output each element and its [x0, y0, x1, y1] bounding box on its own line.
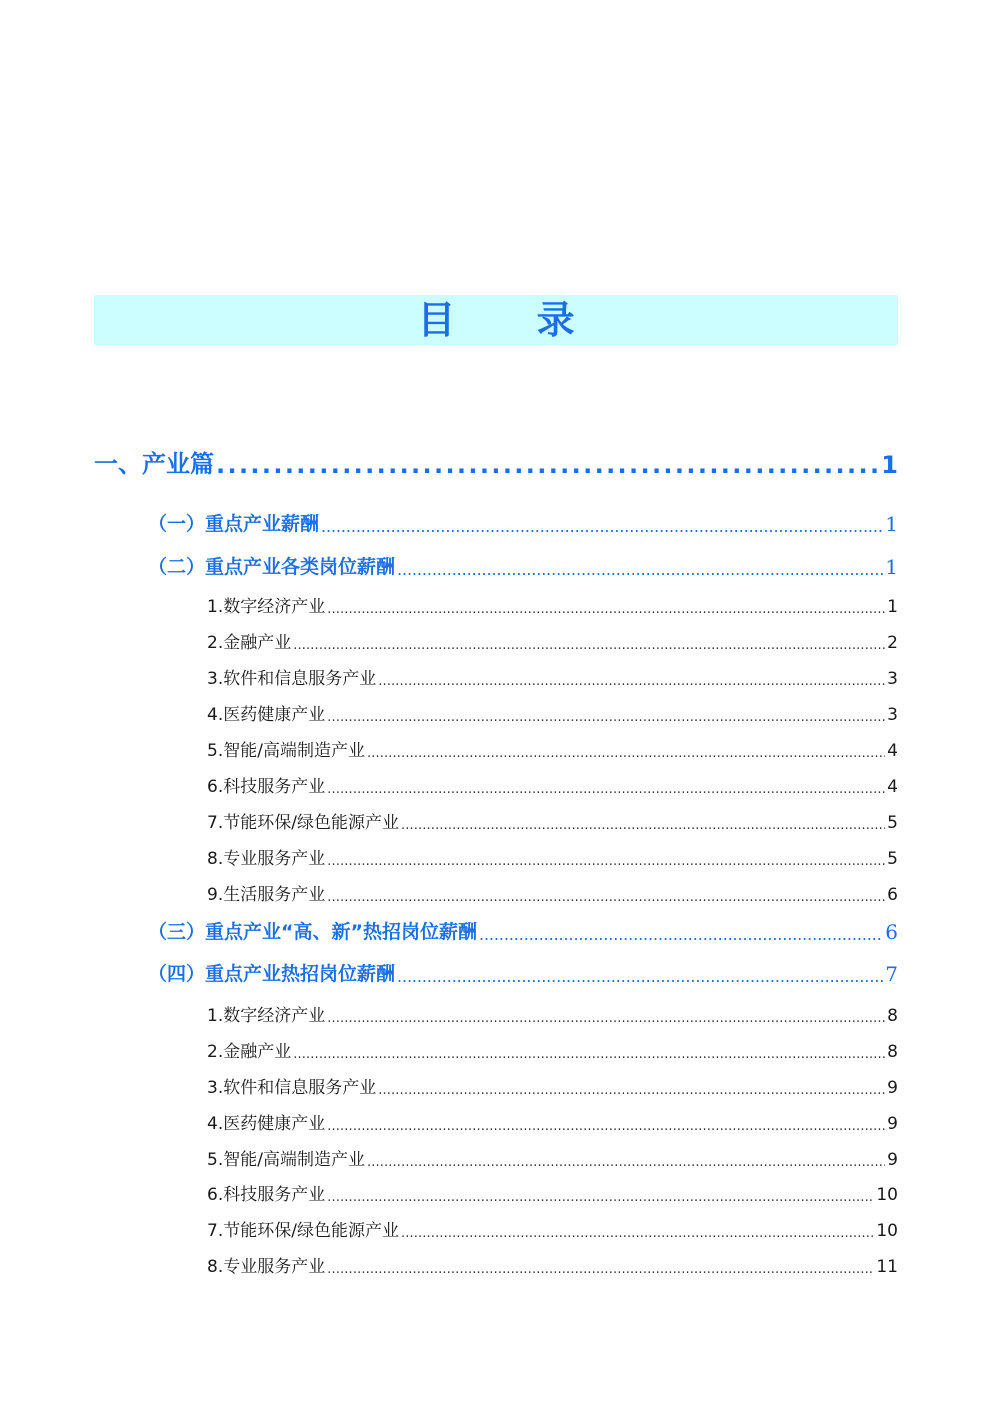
toc-leader-dots — [367, 746, 885, 761]
toc-entry-label: 2.金融产业 — [207, 633, 292, 653]
toc-entry[interactable] — [207, 629, 898, 653]
toc-entry-page-number: 1 — [887, 597, 898, 617]
toc-entry-page-number: 6 — [885, 920, 898, 944]
toc-entry-label: 1.数字经济产业 — [207, 1006, 326, 1026]
toc-entry-page-number: 9 — [887, 1078, 898, 1098]
toc-leader-dots — [327, 602, 885, 617]
toc-entry[interactable] — [207, 665, 898, 689]
toc-entry[interactable] — [148, 958, 898, 986]
toc-entry-page-number: 9 — [887, 1114, 898, 1134]
toc-entry[interactable] — [207, 1253, 898, 1277]
toc-entry-page-number: 4 — [887, 741, 898, 761]
toc-entry-page-number: 1 — [881, 451, 898, 479]
toc-entry[interactable] — [207, 773, 898, 797]
toc-entry[interactable] — [207, 1074, 898, 1098]
toc-leader-dots — [327, 1011, 885, 1026]
toc-entry-label: 一、产业篇 — [94, 450, 214, 478]
toc-entry-label: 1.数字经济产业 — [207, 597, 326, 617]
toc-leader-dots — [321, 517, 883, 536]
toc-leader-dots — [327, 1119, 885, 1134]
toc-entry-label: 2.金融产业 — [207, 1042, 292, 1062]
toc-entry-page-number: 9 — [887, 1150, 898, 1170]
toc-entry-label: 8.专业服务产业 — [207, 849, 326, 869]
toc-leader-dots — [327, 1262, 874, 1277]
toc-entry-label: 6.科技服务产业 — [207, 777, 326, 797]
toc-entry-label: 6.科技服务产业 — [207, 1185, 326, 1205]
toc-leader-dots — [327, 854, 885, 869]
toc-entry-page-number: 8 — [887, 1006, 898, 1026]
toc-entry-page-number: 6 — [887, 885, 898, 905]
toc-entry[interactable] — [207, 1146, 898, 1170]
toc-entry-label: 3.软件和信息服务产业 — [207, 1078, 377, 1098]
toc-entry-page-number: 10 — [876, 1221, 898, 1241]
toc-entry-label: 5.智能/高端制造产业 — [207, 1150, 365, 1170]
toc-entry[interactable] — [207, 1217, 898, 1241]
toc-entry-label: 4.医药健康产业 — [207, 705, 326, 725]
toc-entry-page-number: 4 — [887, 777, 898, 797]
toc-entry-page-number: 11 — [876, 1257, 898, 1277]
toc-entry[interactable] — [148, 916, 898, 944]
toc-entry-page-number: 7 — [885, 962, 898, 986]
toc-leader-dots — [327, 782, 885, 797]
toc-entry-label: （一）重点产业薪酬 — [148, 513, 320, 535]
toc-title-banner — [94, 295, 898, 345]
toc-leader-dots — [367, 1155, 885, 1170]
toc-entry-page-number: 1 — [885, 555, 898, 579]
toc-leader-dots — [378, 1083, 885, 1098]
toc-leader-dots — [397, 967, 883, 986]
toc-entry-page-number: 3 — [887, 669, 898, 689]
toc-leader-dots — [293, 1047, 885, 1062]
toc-entry-label: 8.专业服务产业 — [207, 1257, 326, 1277]
toc-leader-dots — [401, 818, 885, 833]
toc-entry-label: 4.医药健康产业 — [207, 1114, 326, 1134]
toc-entry[interactable] — [207, 845, 898, 869]
toc-entry[interactable] — [207, 809, 898, 833]
toc-entry[interactable] — [207, 1002, 898, 1026]
toc-entry[interactable] — [207, 1110, 898, 1134]
toc-entry-page-number: 10 — [876, 1185, 898, 1205]
toc-entry-label: （二）重点产业各类岗位薪酬 — [148, 556, 396, 578]
toc-entry[interactable] — [207, 701, 898, 725]
toc-entry-label: 5.智能/高端制造产业 — [207, 741, 365, 761]
toc-entry-label: （四）重点产业热招岗位薪酬 — [148, 963, 396, 985]
toc-leader-dots — [216, 451, 879, 479]
toc-entry-label: （三）重点产业“高、新”热招岗位薪酬 — [148, 921, 477, 943]
toc-leader-dots — [327, 890, 885, 905]
toc-leader-dots — [327, 710, 885, 725]
toc-entry-page-number: 5 — [887, 813, 898, 833]
toc-entry[interactable] — [207, 737, 898, 761]
toc-entry-label: 3.软件和信息服务产业 — [207, 669, 377, 689]
toc-entry[interactable] — [94, 447, 898, 479]
toc-entry-page-number: 8 — [887, 1042, 898, 1062]
toc-entry[interactable] — [207, 881, 898, 905]
toc-entry[interactable] — [148, 551, 898, 579]
toc-leader-dots — [327, 1190, 874, 1205]
toc-entry[interactable] — [207, 1038, 898, 1062]
toc-title: 目 录 — [417, 298, 609, 342]
toc-entry-page-number: 2 — [887, 633, 898, 653]
toc-entry[interactable] — [207, 1181, 898, 1205]
toc-leader-dots — [397, 560, 883, 579]
toc-entry-page-number: 5 — [887, 849, 898, 869]
toc-entry[interactable] — [207, 593, 898, 617]
toc-leader-dots — [378, 674, 885, 689]
toc-entry[interactable] — [148, 508, 898, 536]
toc-entry-label: 9.生活服务产业 — [207, 885, 326, 905]
toc-entry-label: 7.节能环保/绿色能源产业 — [207, 1221, 399, 1241]
toc-entry-page-number: 3 — [887, 705, 898, 725]
toc-leader-dots — [293, 638, 885, 653]
toc-leader-dots — [401, 1226, 874, 1241]
toc-entry-page-number: 1 — [885, 512, 898, 536]
toc-leader-dots — [479, 925, 883, 944]
toc-entry-label: 7.节能环保/绿色能源产业 — [207, 813, 399, 833]
